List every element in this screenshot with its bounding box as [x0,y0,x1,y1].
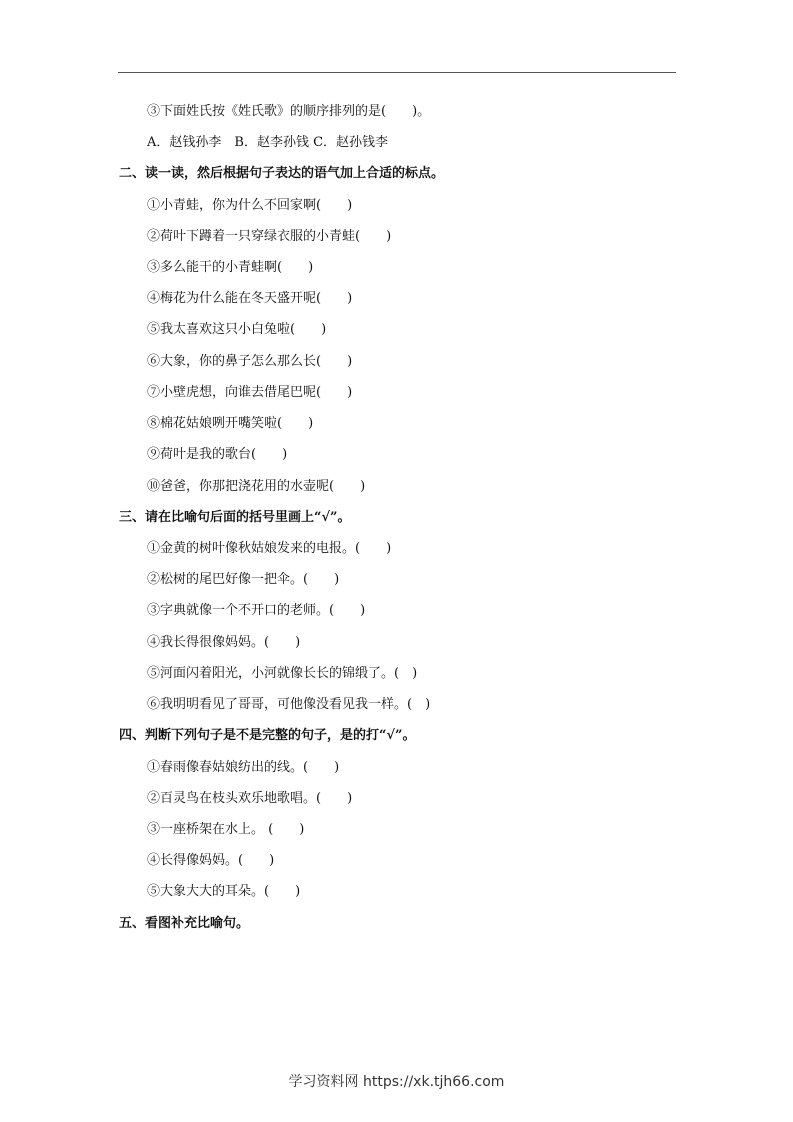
question-item: ⑦小壁虎想，向谁去借尾巴呢( ) [147,385,353,400]
footer-watermark: 学习资料网 https://xk.tjh66.com [288,1074,505,1090]
section-heading-3: 三、请在比喻句后面的括号里画上“√”。 [119,510,351,525]
question-item: ⑤河面闪着阳光，小河就像长长的锦缎了。( ) [147,666,418,681]
question-item: ②松树的尾巴好像一把伞。( ) [147,572,340,587]
question-item: ⑥大象，你的鼻子怎么那么长( ) [147,354,353,369]
question-item: ④我长得很像妈妈。( ) [147,635,301,650]
section-heading-5: 五、看图补充比喻句。 [119,916,250,931]
answer-options: A．赵钱孙李 B．赵李孙钱 C．赵孙钱李 [147,135,389,150]
question-item: ①金黄的树叶像秋姑娘发来的电报。( ) [147,541,392,556]
question-item: ④长得像妈妈。( ) [147,853,275,868]
question-item: ①春雨像春姑娘纺出的线。( ) [147,760,340,775]
section-heading-4: 四、判断下列句子是不是完整的句子，是的打“√”。 [119,728,416,743]
question-item: ②荷叶下蹲着一只穿绿衣服的小青蛙( ) [147,229,392,244]
question-item: ③下面姓氏按《姓氏歌》的顺序排列的是( )。 [147,104,431,119]
question-item: ①小青蛙，你为什么不回家啊( ) [147,198,353,213]
question-item: ⑥我明明看见了哥哥，可他像没看见我一样。( ) [147,697,431,712]
question-item: ⑧棉花姑娘咧开嘴笑啦( ) [147,416,314,431]
question-item: ④梅花为什么能在冬天盛开呢( ) [147,291,353,306]
question-item: ⑤大象大大的耳朵。( ) [147,884,301,899]
section-heading-2: 二、读一读，然后根据句子表达的语气加上合适的标点。 [119,166,445,181]
question-item: ③一座桥架在水上。 ( ) [147,822,305,837]
question-item: ③多么能干的小青蛙啊( ) [147,260,314,275]
question-item: ⑨荷叶是我的歌台( ) [147,447,288,462]
question-item: ⑤我太喜欢这只小白兔啦( ) [147,322,327,337]
header-rule [118,72,676,73]
question-item: ⑩爸爸，你那把浇花用的水壶呢( ) [147,479,366,494]
question-item: ③字典就像一个不开口的老师。( ) [147,603,366,618]
question-item: ②百灵鸟在枝头欢乐地歌唱。( ) [147,791,353,806]
